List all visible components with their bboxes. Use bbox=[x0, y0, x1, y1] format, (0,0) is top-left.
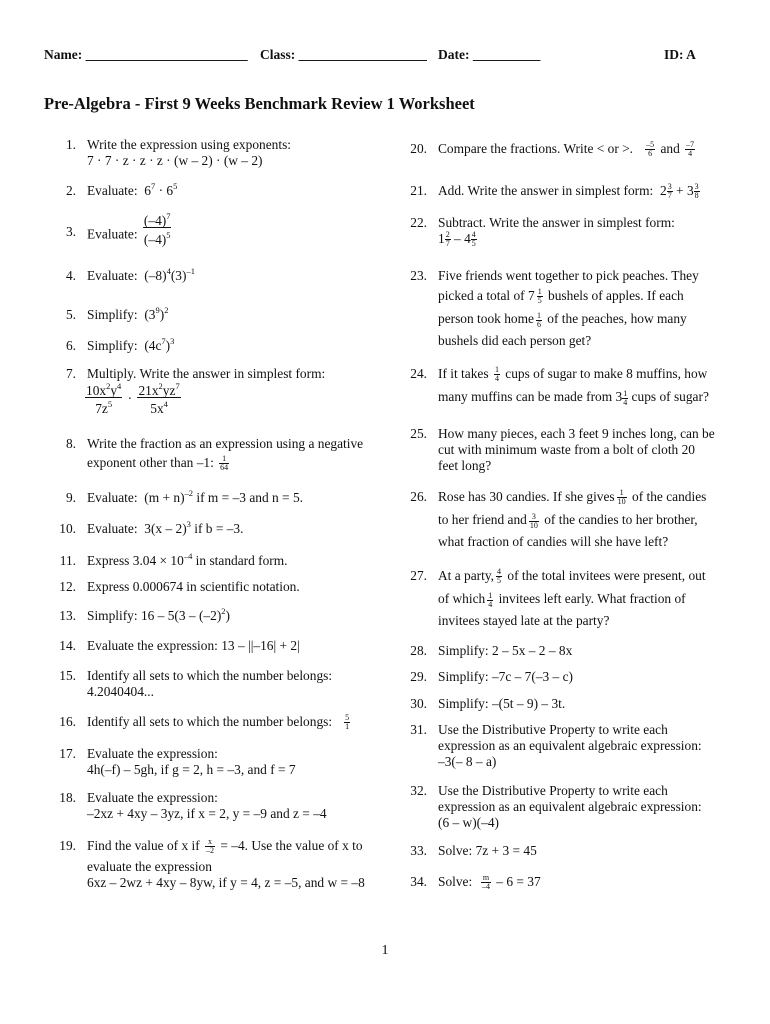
math-fraction bbox=[529, 513, 539, 530]
fraction-numerator: 1 bbox=[494, 365, 499, 375]
question-number: 17. bbox=[59, 746, 76, 761]
question-text: Write the expression using exponents: bbox=[87, 137, 291, 152]
math-fraction bbox=[494, 366, 500, 383]
math-paren: ) bbox=[165, 338, 171, 353]
question-number: 8. bbox=[65, 436, 76, 451]
fraction-numerator: 3 bbox=[529, 513, 539, 522]
question-text: Simplify: bbox=[87, 338, 138, 353]
question-number: 25. bbox=[410, 426, 427, 441]
question-number: 4. bbox=[65, 268, 76, 283]
question-text: Write the fraction as an expression using a negative bbox=[87, 436, 364, 451]
math-fraction bbox=[344, 714, 350, 731]
fraction-denominator: 7 bbox=[667, 191, 672, 201]
question-text: and bbox=[657, 141, 684, 156]
question-text: Use the Distributive Property to write each bbox=[438, 783, 668, 798]
mixed-whole: 1 bbox=[438, 231, 445, 246]
math-fraction bbox=[645, 141, 655, 158]
math-exponent: 2 bbox=[106, 381, 111, 391]
question-text: Use the Distributive Property to write each bbox=[438, 722, 668, 737]
question-text: picked a total of 7 bbox=[438, 288, 535, 303]
question-text: evaluate the expression bbox=[87, 859, 212, 875]
math-exponent: 4 bbox=[117, 381, 122, 391]
math-exponent: 5 bbox=[173, 181, 178, 191]
fraction-denominator: 5 bbox=[497, 576, 502, 586]
math-operator: + 3 bbox=[672, 183, 694, 198]
fraction-denominator: 7 bbox=[445, 239, 450, 249]
question-expression: 4h(–f) – 5gh, if g = 2, h = –3, and f = 7 bbox=[87, 762, 296, 777]
question-text: Evaluate: bbox=[87, 521, 138, 536]
math-condition: if b = –3. bbox=[190, 521, 244, 536]
question-text: invitees left early. What fraction of bbox=[495, 591, 686, 607]
math-base: 6 bbox=[166, 183, 174, 198]
question-text: bushels did each person get? bbox=[438, 332, 592, 348]
question-text: Subtract. Write the answer in simplest form: bbox=[438, 215, 675, 230]
question-text: Evaluate: bbox=[87, 226, 138, 242]
math-fraction bbox=[143, 211, 172, 248]
fraction-numerator: 2 bbox=[445, 230, 450, 240]
question-number: 3. bbox=[65, 224, 76, 239]
question-text: Identify all sets to which the number belongs: bbox=[87, 668, 333, 683]
fraction-denominator: 6 bbox=[536, 319, 541, 329]
question-text: person took home bbox=[438, 311, 534, 327]
question-text: Identify all sets to which the number belongs: bbox=[87, 714, 333, 729]
fraction-numerator: 1 bbox=[219, 455, 229, 464]
fraction-numerator: 3 bbox=[694, 182, 699, 192]
math-exponent: 7 bbox=[166, 211, 171, 221]
question-text: – 6 = 37 bbox=[492, 874, 541, 889]
question-number: 19. bbox=[59, 838, 76, 853]
fraction-numerator: m bbox=[482, 873, 490, 883]
question-text: Evaluate: bbox=[87, 183, 138, 198]
question-expression: 6xz – 2wz + 4xy – 8yw, if y = 4, z = –5, and w = –8 bbox=[87, 875, 365, 891]
term: 7z bbox=[95, 401, 108, 417]
math-exponent: 3 bbox=[170, 336, 175, 346]
fraction-numerator: x bbox=[205, 838, 215, 847]
question-text: How many pieces, each 3 feet 9 inches long, can be bbox=[438, 426, 715, 441]
question-number: 23. bbox=[410, 268, 427, 283]
question-text: If it takes bbox=[438, 366, 489, 381]
question-number: 10. bbox=[59, 521, 76, 536]
question-number: 20. bbox=[410, 141, 427, 156]
question-text: Express 0.000674 in scientific notation. bbox=[87, 579, 300, 594]
question-number: 32. bbox=[410, 783, 427, 798]
fraction-numerator: 3 bbox=[667, 182, 672, 192]
question-text: Simplify: 16 – 5(3 – (–2) bbox=[87, 608, 222, 623]
question-number: 28. bbox=[410, 643, 427, 658]
math-exponent: 4 bbox=[163, 399, 168, 410]
date-field-label: Date: __________ bbox=[438, 47, 541, 62]
math-condition: if m = –3 and n = 5. bbox=[193, 490, 303, 505]
fraction-denominator: –4 bbox=[481, 882, 490, 892]
math-exponent: 5 bbox=[166, 230, 171, 241]
math-exponent: 7 bbox=[175, 381, 180, 391]
question-expression: 7 · 7 · z · z · z · (w – 2) · (w – 2) bbox=[87, 153, 263, 168]
term: yz bbox=[162, 383, 176, 398]
question-text: Five friends went together to pick peaches. They bbox=[438, 268, 699, 283]
math-fraction bbox=[685, 141, 695, 158]
question-text: Evaluate the expression: 13 – ||–16| + 2| bbox=[87, 638, 300, 653]
term: 21x bbox=[138, 383, 159, 398]
page-number: 1 bbox=[381, 943, 389, 958]
question-number: 5. bbox=[65, 307, 76, 322]
math-exponent: 7 bbox=[161, 336, 166, 346]
question-text: Solve: 7z + 3 = 45 bbox=[438, 843, 537, 858]
name-field-label: Name: ________________________ bbox=[44, 47, 248, 62]
question-text: Add. Write the answer in simplest form: bbox=[438, 183, 654, 198]
fraction-denominator: 1 bbox=[345, 722, 350, 732]
question-text: Evaluate the expression: bbox=[87, 790, 218, 805]
math-operator: – 4 bbox=[450, 231, 471, 246]
question-text: what fraction of candies will she have left? bbox=[438, 533, 669, 549]
fraction-numerator: (–4) bbox=[143, 213, 167, 228]
question-text: Simplify: –(5t – 9) – 3t. bbox=[438, 696, 566, 711]
math-paren: ) bbox=[225, 608, 230, 623]
question-number: 15. bbox=[59, 668, 76, 683]
question-text: of the peaches, how many bbox=[543, 311, 687, 327]
math-fraction bbox=[481, 874, 491, 891]
math-fraction bbox=[137, 381, 180, 417]
question-expression: –2xz + 4xy – 3yz, if x = 2, y = –9 and z = –4 bbox=[87, 806, 327, 821]
question-text: Rose has 30 candies. If she gives bbox=[438, 489, 615, 504]
math-base: (–8) bbox=[144, 268, 167, 283]
question-text: cut with minimum waste from a bolt of cloth 20 bbox=[438, 442, 695, 457]
question-text: Evaluate the expression: bbox=[87, 746, 218, 761]
fraction-numerator: 1 bbox=[623, 388, 628, 398]
math-exponent: 5 bbox=[107, 399, 113, 410]
fraction-denominator: 5 bbox=[471, 239, 476, 249]
math-fraction bbox=[536, 312, 542, 329]
question-number: 11. bbox=[59, 553, 76, 568]
fraction-numerator: 1 bbox=[537, 287, 542, 297]
math-exponent: 3 bbox=[186, 519, 191, 529]
worksheet-title: Pre-Algebra - First 9 Weeks Benchmark Review 1 Worksheet bbox=[44, 94, 475, 113]
question-text: exponent other than –1: bbox=[87, 455, 214, 470]
question-value: 4.2040404... bbox=[87, 684, 154, 699]
question-number: 22. bbox=[410, 215, 427, 230]
fraction-denominator: 6 bbox=[648, 149, 653, 159]
fraction-numerator: 1 bbox=[617, 489, 627, 498]
question-expression: (6 – w)(–4) bbox=[438, 815, 499, 830]
question-text: expression as an equivalent algebraic expression: bbox=[438, 799, 702, 814]
question-number: 34. bbox=[410, 874, 427, 889]
fraction-numerator: 4 bbox=[497, 567, 502, 577]
id-label: ID: A bbox=[664, 47, 696, 62]
math-fraction bbox=[537, 288, 543, 305]
math-exponent: 4 bbox=[166, 266, 171, 276]
question-text: Evaluate: bbox=[87, 490, 138, 505]
question-text: Evaluate: bbox=[87, 268, 138, 283]
math-exponent: 9 bbox=[155, 305, 160, 315]
question-number: 31. bbox=[410, 722, 427, 737]
question-text: feet long? bbox=[438, 458, 492, 473]
question-number: 2. bbox=[65, 183, 76, 198]
question-text: Multiply. Write the answer in simplest form: bbox=[87, 366, 326, 381]
fraction-denominator: 4 bbox=[494, 374, 499, 384]
math-base: 6 bbox=[144, 183, 151, 198]
math-expression: (m + n) bbox=[144, 490, 185, 505]
question-text: cups of sugar? bbox=[628, 389, 709, 405]
math-paren: ) bbox=[159, 307, 165, 322]
term: 10x bbox=[86, 383, 107, 398]
math-fraction bbox=[219, 455, 229, 472]
math-fraction bbox=[496, 568, 502, 585]
math-exponent: 7 bbox=[150, 181, 156, 191]
fraction-denominator: 10 bbox=[617, 497, 626, 507]
math-base: (3 bbox=[144, 307, 156, 322]
math-exponent: 2 bbox=[164, 305, 169, 315]
question-number: 14. bbox=[59, 638, 76, 653]
question-text: Simplify: 2 – 5x – 2 – 8x bbox=[438, 643, 573, 658]
fraction-numerator: 1 bbox=[488, 590, 493, 600]
mixed-whole: 2 bbox=[660, 183, 667, 198]
fraction-denominator: 5 bbox=[537, 296, 542, 306]
math-base: (3) bbox=[170, 268, 187, 283]
math-fraction bbox=[205, 838, 215, 855]
question-number: 24. bbox=[410, 366, 427, 381]
question-number: 7. bbox=[65, 366, 76, 381]
math-fraction bbox=[85, 381, 122, 417]
question-text: At a party, bbox=[438, 568, 495, 583]
question-number: 29. bbox=[410, 669, 427, 684]
math-exponent: 2 bbox=[158, 381, 163, 391]
question-number: 1. bbox=[65, 137, 76, 152]
question-text: many muffins can be made from 3 bbox=[438, 389, 623, 405]
question-text: bushels of apples. If each bbox=[544, 288, 684, 303]
term: 5x bbox=[150, 401, 164, 417]
question-text: Simplify: bbox=[87, 307, 138, 322]
question-expression: –3(– 8 – a) bbox=[438, 754, 497, 769]
question-number: 9. bbox=[65, 490, 76, 505]
question-text: invitees stayed late at the party? bbox=[438, 612, 610, 628]
question-number: 12. bbox=[59, 579, 76, 594]
question-number: 13. bbox=[59, 608, 76, 623]
question-text: of the total invitees were present, out bbox=[504, 568, 706, 583]
math-expression: 3(x – 2) bbox=[144, 521, 187, 536]
math-operator: · bbox=[124, 390, 136, 406]
math-fraction bbox=[617, 489, 627, 506]
fraction-denominator: (–4) bbox=[143, 232, 167, 248]
question-number: 26. bbox=[410, 489, 427, 504]
math-base: (4c bbox=[144, 338, 162, 353]
question-text: of the candies to her brother, bbox=[540, 512, 698, 528]
math-exponent: –2 bbox=[184, 488, 194, 498]
question-text: in standard form. bbox=[192, 553, 288, 568]
question-text: Solve: bbox=[438, 874, 473, 889]
question-number: 21. bbox=[410, 183, 427, 198]
question-number: 16. bbox=[59, 714, 76, 729]
question-text: expression as an equivalent algebraic expression: bbox=[438, 738, 702, 753]
question-number: 30. bbox=[410, 696, 427, 711]
fraction-denominator: 4 bbox=[623, 397, 628, 407]
class-field-label: Class: ___________________ bbox=[260, 47, 427, 62]
fraction-numerator: 5 bbox=[345, 713, 350, 723]
question-text: of which bbox=[438, 591, 486, 607]
fraction-denominator: 4 bbox=[688, 149, 693, 159]
question-text: of the candies bbox=[628, 489, 707, 504]
question-text: to her friend and bbox=[438, 512, 527, 528]
math-exponent: 2 bbox=[221, 606, 226, 616]
question-text: Simplify: –7c – 7(–3 – c) bbox=[438, 669, 574, 684]
fraction-denominator: 10 bbox=[529, 520, 538, 530]
math-fraction bbox=[487, 592, 493, 609]
question-number: 33. bbox=[410, 843, 427, 858]
question-text: = –4. Use the value of x to bbox=[217, 838, 363, 853]
fraction-numerator: 4 bbox=[471, 230, 476, 240]
question-text: Find the value of x if bbox=[87, 838, 200, 853]
fraction-denominator: 8 bbox=[694, 191, 699, 201]
math-fraction bbox=[471, 231, 477, 248]
question-text: Express 3.04 × 10 bbox=[87, 553, 184, 568]
term: y bbox=[110, 383, 118, 398]
question-text: cups of sugar to make 8 muffins, how bbox=[501, 366, 708, 381]
question-text: Compare the fractions. Write < or >. bbox=[438, 141, 634, 156]
math-exponent: –1 bbox=[186, 266, 195, 276]
fraction-numerator: 1 bbox=[536, 310, 541, 320]
fraction-denominator: –2 bbox=[206, 846, 215, 856]
question-number: 27. bbox=[410, 568, 427, 583]
math-fraction bbox=[694, 183, 700, 200]
fraction-denominator: 4 bbox=[488, 599, 493, 609]
question-number: 18. bbox=[59, 790, 76, 805]
question-number: 6. bbox=[65, 338, 76, 353]
math-exponent: –4 bbox=[183, 551, 193, 561]
math-operator: · bbox=[155, 183, 167, 198]
fraction-numerator: –5 bbox=[646, 140, 655, 150]
fraction-numerator: –7 bbox=[686, 140, 695, 150]
fraction-denominator: 64 bbox=[220, 463, 229, 473]
